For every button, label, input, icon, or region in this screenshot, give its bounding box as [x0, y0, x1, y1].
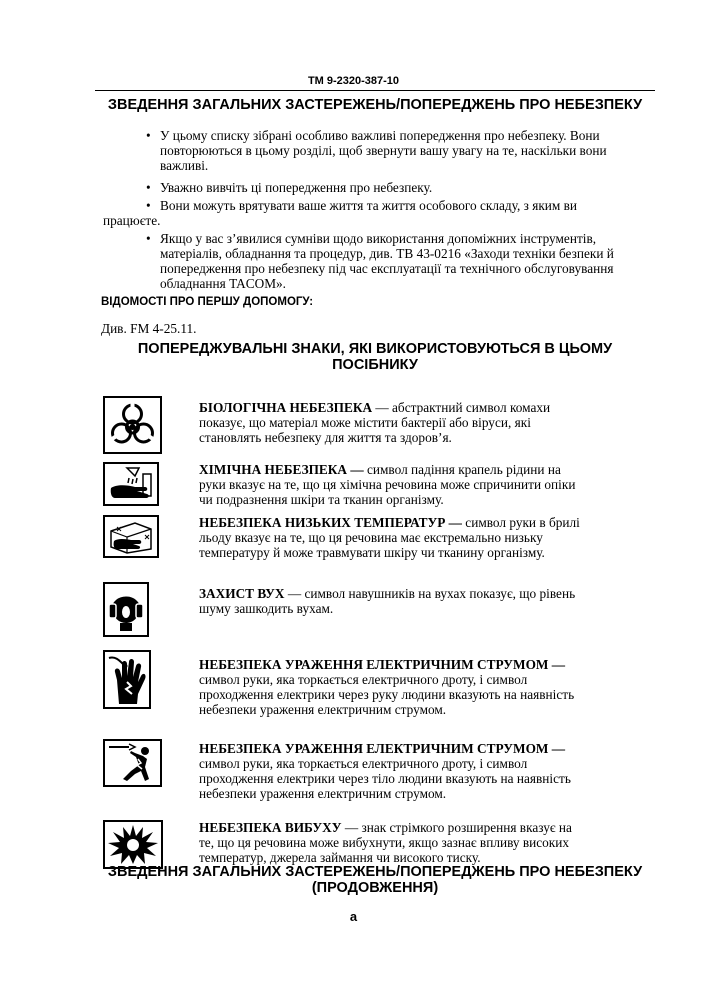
bullet-text: У цьому списку зібрані особливо важливі попередження про небезпеку. Вони повторюються в цьому розділі, щоб звернути вашу увагу на те, наскільки вони важливі.: [160, 128, 607, 173]
sign-description: [199, 586, 584, 616]
sign-text: знак стрімкого розширення вказує на те, що ця речовина може вибухнути, якщо зазнає впливу високих температур, джерела займання чи високого тиску.: [199, 820, 572, 865]
sign-text: символ руки, яка торкається електричного дроту, і символ проходження електрики через тіло людини вказують на наявність небезпеки ураження електричним струмом.: [199, 756, 571, 801]
first-aid-reference: Див. FM 4-25.11.: [101, 321, 197, 336]
sign-name: ХІМІЧНА НЕБЕЗПЕКА —: [199, 462, 364, 477]
bullet-glyph: •: [146, 231, 151, 246]
sign-text: абстрактний символ комахи показує, що матеріал може містити бактерії або віруси, які становлять небезпеку для життя та здоров’я.: [199, 400, 551, 445]
signs-title: ПОПЕРЕДЖУВАЛЬНІ ЗНАКИ, ЯКІ ВИКОРИСТОВУЮТЬСЯ В ЦЬОМУ ПОСІБНИКУ: [137, 341, 613, 373]
sign-description: [199, 515, 584, 560]
biohazard-icon: [103, 396, 162, 454]
sign-description: [199, 741, 584, 801]
electrical-hand-icon: [103, 650, 151, 709]
sign-name: БІОЛОГІЧНА НЕБЕЗПЕКА: [199, 400, 373, 415]
bullet-text: Уважно вивчіть ці попередження про небезпеку.: [160, 180, 433, 195]
cryogenic-icon: [103, 515, 159, 558]
sign-description: [199, 400, 584, 445]
electrical-body-icon: [103, 739, 162, 787]
sign-separator: —: [284, 586, 305, 601]
bullet-item: [146, 128, 610, 173]
sign-text: символ руки в брилі льоду вказує на те, що ця речовина має екстремально низьку температуру й може травмувати шкіру чи тканину організму.: [199, 515, 580, 560]
page-label: a: [349, 909, 358, 924]
bullet-text: Вони можуть врятувати ваше життя та життя особового складу, з яким ви працюєте.: [103, 198, 578, 228]
bullet-item: [103, 198, 613, 228]
sign-name: НЕБЕЗПЕКА ВИБУХУ: [199, 820, 342, 835]
sign-text: символ руки, яка торкається електричного дроту, і символ проходження електрики через руку людини вказують на наявність небезпеки ураження електричним струмом.: [199, 672, 575, 717]
bullet-text: Якщо у вас з’явилися сумніви щодо використання допоміжних інструментів, матеріалів, обладнання та процедур, див. ТВ 43-0216 «Заходи техніки безпеки й попередження про небезпеку під час експлуатації та технічного обслуговування обладнання TACOM».: [160, 231, 614, 291]
continuation-title: ЗВЕДЕННЯ ЗАГАЛЬНИХ ЗАСТЕРЕЖЕНЬ/ПОПЕРЕДЖЕНЬ ПРО НЕБЕЗПЕКУ (ПРОДОВЖЕННЯ): [107, 864, 643, 896]
sign-description: [199, 820, 584, 865]
sign-name: НЕБЕЗПЕКА УРАЖЕННЯ ЕЛЕКТРИЧНИМ СТРУМОМ —: [199, 657, 566, 672]
header-rule: [95, 90, 655, 91]
summary-title: ЗВЕДЕННЯ ЗАГАЛЬНИХ ЗАСТЕРЕЖЕНЬ/ПОПЕРЕДЖЕНЬ ПРО НЕБЕЗПЕКУ: [107, 97, 643, 113]
sign-name: ЗАХИСТ ВУХ: [199, 586, 285, 601]
bullet-glyph: •: [146, 128, 151, 143]
sign-text: символ навушників на вухах показує, що рівень шуму зашкодить вухам.: [199, 586, 576, 616]
bullet-glyph: •: [146, 180, 151, 195]
document-number: TM 9-2320-387-10: [307, 75, 400, 87]
sign-description: [199, 657, 584, 717]
sign-text: символ падіння крапель рідини на руки вказує на те, що ця хімічна речовина може спричинити опіки чи подразнення шкіри та тканин організму.: [199, 462, 576, 507]
first-aid-heading: ВІДОМОСТІ ПРО ПЕРШУ ДОПОМОГУ:: [101, 296, 314, 308]
sign-separator: —: [341, 820, 362, 835]
ear-protection-icon: [103, 582, 149, 637]
sign-description: [199, 462, 584, 507]
sign-name: НЕБЕЗПЕКА НИЗЬКИХ ТЕМПЕРАТУР —: [199, 515, 462, 530]
sign-separator: —: [372, 400, 393, 415]
bullet-item: [146, 231, 615, 291]
chemical-icon: [103, 462, 159, 506]
sign-name: НЕБЕЗПЕКА УРАЖЕННЯ ЕЛЕКТРИЧНИМ СТРУМОМ —: [199, 741, 566, 756]
bullet-item: [146, 180, 610, 195]
explosion-icon: [103, 820, 163, 869]
bullet-glyph: •: [146, 198, 151, 213]
